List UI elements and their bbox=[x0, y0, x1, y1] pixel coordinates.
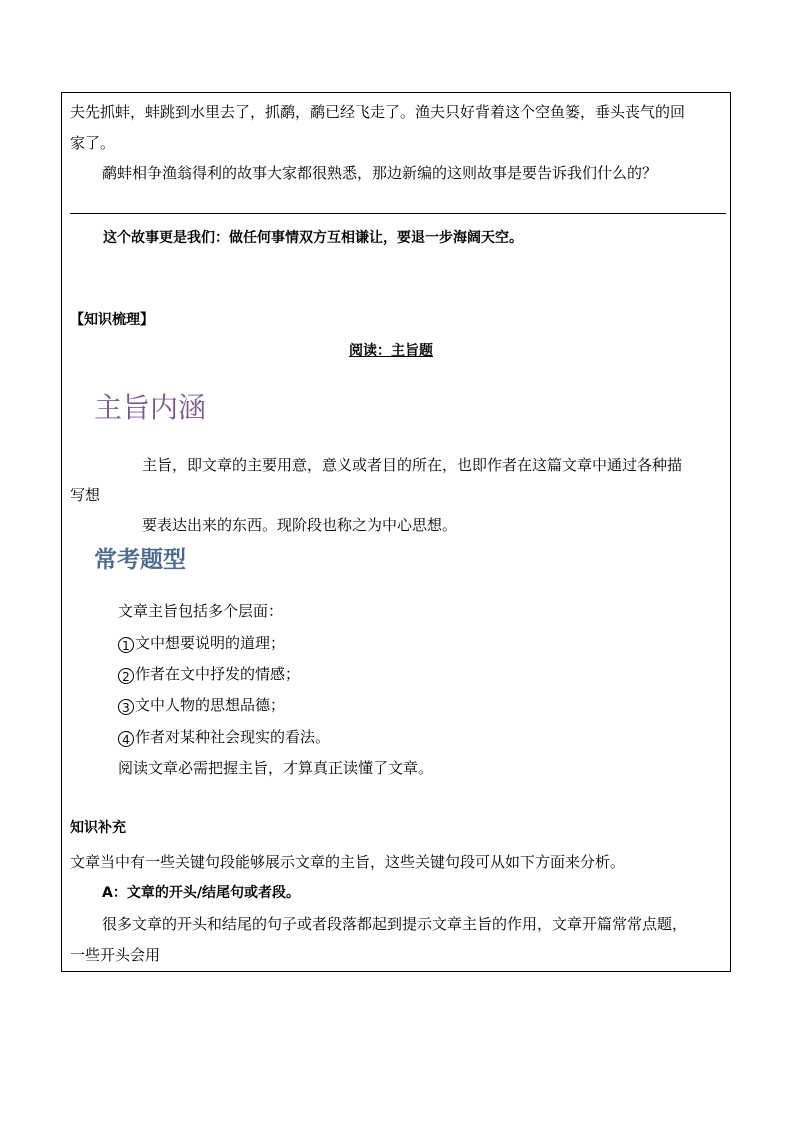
list-item-text: 作者对某种社会现实的看法。 bbox=[135, 728, 331, 746]
supplement-line-3: 一些开头会用 bbox=[70, 946, 161, 964]
answer-line bbox=[70, 213, 726, 214]
list-item bbox=[118, 636, 285, 653]
list-item-text: 作者在文中抒发的情感； bbox=[135, 665, 301, 683]
supplement-line-1: 文章当中有一些关键句段能够展示文章的主旨，这些关键句段可从如下方面来分析。 bbox=[70, 853, 626, 871]
supplement-line-2: 很多文章的开头和结尾的句子或者段落都起到提示文章主旨的作用，文章开篇常常点题， bbox=[102, 915, 688, 933]
conclusion-text: 阅读文章必需把握主旨，才算真正读懂了文章。 bbox=[118, 759, 434, 777]
circled-number: 2 bbox=[118, 668, 134, 684]
circled-number: 1 bbox=[118, 637, 134, 653]
list-item bbox=[118, 730, 330, 747]
list-item-text: 文中人物的思想品德； bbox=[135, 696, 286, 714]
list-item-text: 文中想要说明的道理； bbox=[135, 634, 286, 652]
section-title-meaning: 主旨内涵 bbox=[94, 391, 207, 424]
knowledge-heading: 【知识梳理】 bbox=[70, 312, 154, 328]
supplement-point-a: A：文章的开头/结尾句或者段。 bbox=[102, 885, 300, 901]
story-line-1: 夫先抓蚌，蚌跳到水里去了，抓鹬，鹬已经飞走了。渔夫只好背着这个空鱼篓，垂头丧气的回 bbox=[70, 103, 686, 121]
story-answer: 这个故事更是我们：做任何事情双方互相谦让，要退一步海阔天空。 bbox=[103, 230, 523, 246]
circled-number: 4 bbox=[118, 731, 134, 747]
story-question: 鹬蚌相争渔翁得利的故事大家都很熟悉，那边新编的这则故事是要告诉我们什么的？ bbox=[102, 164, 658, 182]
list-item bbox=[118, 667, 300, 684]
story-line-2: 家了。 bbox=[70, 134, 116, 152]
knowledge-subtitle: 阅读：主旨题 bbox=[349, 343, 433, 359]
section-title-question-types: 常考题型 bbox=[94, 546, 186, 573]
circled-number: 3 bbox=[118, 699, 134, 715]
aspects-intro: 文章主旨包括多个层面： bbox=[118, 602, 284, 620]
definition-line-1: 主旨，即文章的主要用意，意义或者目的所在，也即作者在这篇文章中通过各种描 bbox=[142, 456, 683, 474]
supplement-heading: 知识补充 bbox=[70, 820, 126, 836]
definition-line-3: 要表达出来的东西。现阶段也称之为中心思想。 bbox=[142, 516, 458, 534]
list-item bbox=[118, 698, 285, 715]
definition-line-2: 写想 bbox=[70, 486, 101, 504]
